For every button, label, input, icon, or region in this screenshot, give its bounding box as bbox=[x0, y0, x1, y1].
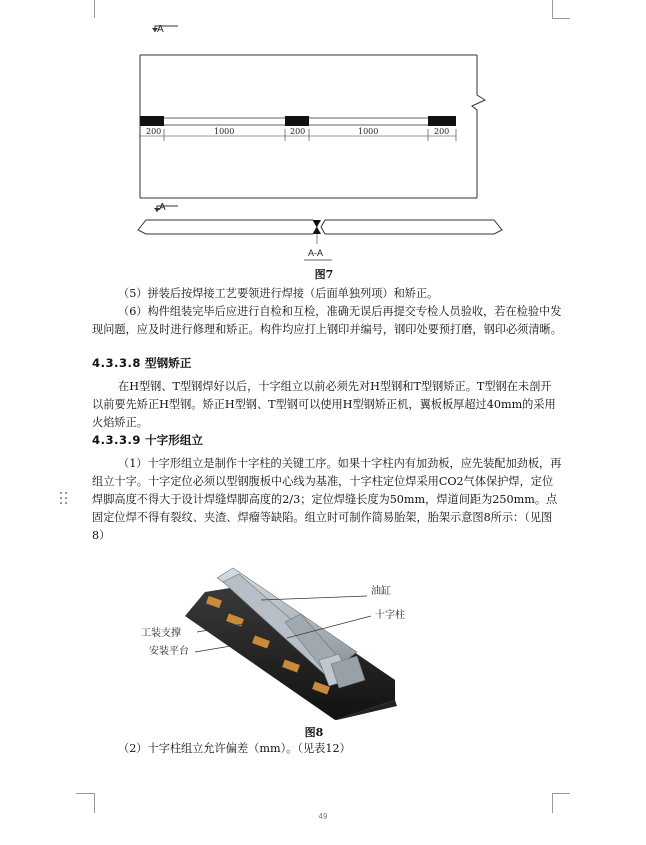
section-label: A-A bbox=[308, 248, 324, 258]
crop-mark-bottom-right-v bbox=[552, 793, 553, 813]
figure-8-caption: 图8 bbox=[304, 726, 324, 739]
label-fixture-support: 工装支撑 bbox=[141, 628, 181, 639]
crop-mark-bottom-right bbox=[552, 793, 570, 794]
drag-handle-icon[interactable] bbox=[60, 492, 68, 508]
section-weld bbox=[313, 220, 321, 234]
weld-block-3 bbox=[428, 116, 456, 126]
paragraph-4-3-3-8: 在H型钢、T型钢焊好以后，十字组立以前必须先对H型钢和T型钢矫正。T型钢在未剖开以前要先矫正H型钢。矫正H型钢、T型钢可以使用H型钢矫正机，翼板板厚超过40mm的采用火焰矫正。 bbox=[92, 380, 556, 429]
weld-block-2 bbox=[285, 116, 309, 126]
dim-2: 1000 bbox=[214, 127, 235, 136]
figure-8-illustration bbox=[135, 560, 455, 720]
section-mark-bottom: A bbox=[159, 202, 166, 213]
heading-4-3-3-8: 4.3.3.8 型钢矫正 bbox=[92, 356, 192, 370]
section-plate-right bbox=[321, 220, 502, 234]
crop-mark-top-right bbox=[552, 0, 553, 18]
paragraph-4-3-3-9-2: （2）十字柱组立允许偏差（mm）。（见表12） bbox=[118, 742, 351, 755]
paragraph-6: （6）构件组装完毕后应进行自检和互检，准确无误后再提交专检人员验收，若在检验中发现问题，应及时进行修理和矫正。构件均应打上钢印并编号，钢印处要预打磨，钢印必须清晰。 bbox=[92, 305, 562, 336]
label-oil-cylinder: 油缸 bbox=[371, 586, 391, 597]
paragraph-5: （5）拼装后按焊接工艺要领进行焊接（后面单独列项）和矫正。 bbox=[118, 287, 439, 300]
dim-3: 200 bbox=[290, 127, 306, 136]
dim-5: 200 bbox=[434, 127, 450, 136]
dim-1: 200 bbox=[146, 127, 162, 136]
crop-mark-top-left bbox=[94, 0, 95, 18]
paragraph-4-3-3-9-1: （1）十字形组立是制作十字柱的关键工序。如果十字柱内有加劲板，应先装配加劲板，再组立十字。十字定位必须以型钢腹板中心线为基准，十字柱定位焊采用CO2气体保护焊，定位焊脚高度不得大于设计焊缝焊脚高度的2/3；定位焊缝长度为50mm，焊道间距为250mm。点固定位焊不得有裂纹、夹渣、焊瘤等缺陷。组立时可制作简易胎架，胎架示意图8所示：（见图8） bbox=[92, 457, 562, 542]
figure-7-drawing bbox=[120, 20, 510, 270]
heading-4-3-3-9: 4.3.3.9 十字形组立 bbox=[92, 433, 204, 447]
crop-mark-bottom-left-v bbox=[94, 793, 95, 813]
weld-block-1 bbox=[140, 116, 164, 126]
section-mark-top: A bbox=[157, 24, 164, 35]
label-cross-column: 十字柱 bbox=[375, 610, 405, 621]
label-install-platform: 安装平台 bbox=[149, 646, 189, 657]
dim-4: 1000 bbox=[358, 127, 379, 136]
section-plate-left bbox=[138, 220, 317, 234]
page-number: 49 bbox=[318, 812, 328, 821]
crop-mark-top-right-h bbox=[552, 18, 570, 19]
crop-mark-bottom-left bbox=[76, 793, 94, 794]
figure-7-caption: 图7 bbox=[314, 268, 334, 281]
